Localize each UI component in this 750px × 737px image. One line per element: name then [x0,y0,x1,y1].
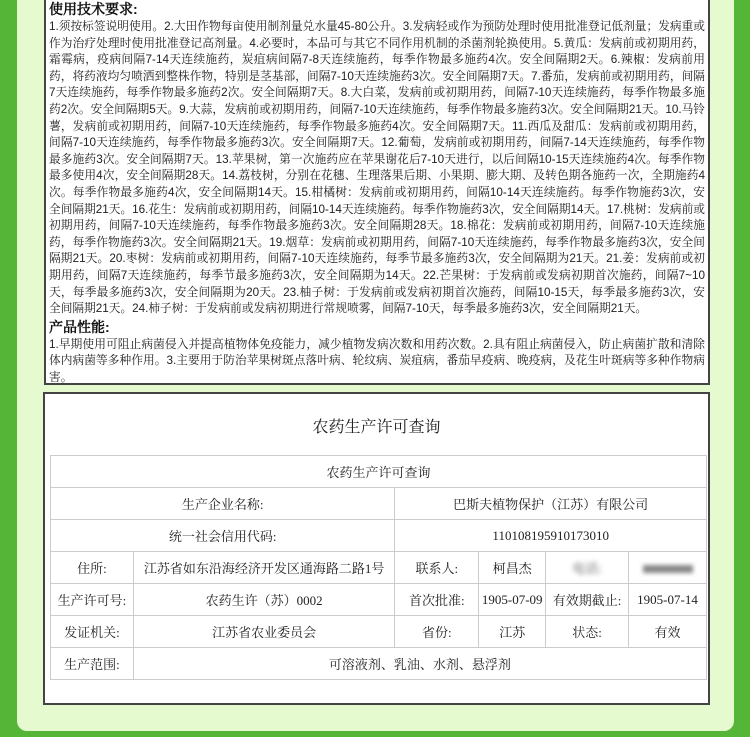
status-value: 有效 [629,616,707,648]
product-description-box [44,0,710,385]
permit-title: 农药生产许可查询 [312,419,441,436]
province-label: 省份: [395,616,479,648]
contact-label: 联系人: [395,552,479,584]
first-approval-label: 首次批准: [395,584,479,616]
redacted-mark [643,565,693,573]
address-value: 江苏省如东沿海经济开发区通海路二路1号 [133,552,395,584]
first-approval-value: 1905-07-09 [479,584,546,616]
table-row [51,520,707,552]
credit-code-value: 110108195910173010 [395,520,707,552]
table-row [51,456,707,488]
phone-label-text: 电话: [572,561,602,576]
authority-value: 江苏省农业委员会 [133,616,395,648]
usage-text: 1.须按标签说明使用。2.大田作物每亩使用制剂量兑水量45-80公升。3.发病轻或作为预防处理时使用批准登记低剂量；发病重或作为治疗处理时使用批准登记高剂量。4.必要时，本品可与其它不同作用机制的杀菌剂轮换使用。5.黄瓜：发病前或初期用药，霜霉病，疫病间隔7-14天连续施药，炭疽病间隔7-8天连续施药，每季作物最多施药4次。安全间隔期2天。6.辣椒：发病前用药，将药液均匀喷洒到整株作物，特别是茎基部，间隔7-10天连续施药3次。安全间隔期7天。7.番茄，发病前或初期用药，间隔7天连续施药，每季作物最多施药2次。安全间隔期7天。8.大白菜，发病前或初期用药，间隔7-10天连续施药，每季作物最多施药2次。安全间隔期5天。9.大蒜，发病前或初期用药，间隔7-10天连续施药，每季作物最多施药3次。安全间隔期21天。10.马铃薯，发病前或初期用药，间隔7-10天连续施药，每季作物最多施药4次。安全间隔期7天。11.西瓜及甜瓜：发病前或初期用药，间隔7-10天连续施药，每季作物最多施药3次。安全间隔期7天。12.葡萄，发病前或初期用药，间隔7-14天连续施药，每季作物最多施药3次。安全间隔期7天。13.苹果树，第一次施药应在苹果谢花后7-10天进行，以后间隔10-15天连续施药4次。每季作物最多使用4次，安全间隔期28天。14.荔枝树，分别在花穗、生理落果后期、小果期、膨大期、及转色期各施药一次，全期施药4次。每季作物最多施药4次，安全间隔期14天。15.柑橘树：发病前或初期用药，间隔10-14天连续施药。每季作物施药3次，安全间隔期21天。16.花生：发病前或初期用药，间隔10-14天连续施药。每季作物施药3次，安全间隔期14天。17.桃树：发病前或初期用药，间隔7-10天连续施药，每季作物最多施药3次。安全间隔期28天。18.棉花：发病前或初期用药，间隔7-10天连续施药，每季作物施药3次。安全间隔期21天。19.烟草：发病前或初期用药，间隔7-10天连续施药，每季作物最多施药3次，安全间隔期21天。20.枣树：发病前或初期用药，间隔7-10天连续施药，每季节最多施药3次，安全间隔期为21天。21.姜：发病前或初期用药，间隔7天连续施药，每季节最多施药3次，安全间隔期为14天。22.芒果树：于发病前或发病初期首次施药，间隔7~10天，每季最多施药3次，安全间隔期为20天。23.柚子树：于发病前或发病初期首次施药，间隔10-15天，每季最多施药3次，安全间隔期21天。24.柿子树：于发病前或发病初期进行常规喷雾，间隔7-10天，每季最多施药3次，安全间隔期21天。 [49,20,705,316]
table-title: 农药生产许可查询 [51,456,707,488]
table-row [51,552,707,584]
status-label: 状态: [546,616,629,648]
company-value: 巴斯夫植物保护（江苏）有限公司 [395,488,707,520]
scope-label: 生产范围: [51,648,134,680]
license-label: 生产许可号: [51,584,134,616]
usage-heading: 使用技术要求: [49,1,138,17]
permit-table [50,455,707,680]
province-value: 江苏 [479,616,546,648]
expiry-label: 有效期截止: [546,584,629,616]
table-row [51,584,707,616]
scope-value: 可溶液剂、乳油、水剂、悬浮剂 [133,648,706,680]
table-row [51,616,707,648]
phone-label [546,552,629,584]
expiry-value: 1905-07-14 [629,584,707,616]
performance-text: 1.早期使用可阻止病菌侵入并提高植物体免疫能力，减少植物发病次数和用药次数。2.具有阻止病菌侵入，防止病菌扩散和清除体内病菌等多种作用。3.主要用于防治苹果树斑点落叶病、轮纹病、炭疽病，番茄早疫病、晚疫病，及花生叶斑病等多种作物病害。 [49,337,705,384]
table-row [51,488,707,520]
license-value: 农药生许（苏）0002 [133,584,395,616]
address-label: 住所: [51,552,134,584]
performance-heading: 产品性能: [49,318,110,335]
table-row [51,648,707,680]
authority-label: 发证机关: [51,616,134,648]
phone-value-redacted [629,552,707,584]
permit-query-panel [43,392,710,705]
credit-code-label: 统一社会信用代码: [51,520,395,552]
contact-value: 柯昌杰 [479,552,546,584]
company-label: 生产企业名称: [51,488,395,520]
